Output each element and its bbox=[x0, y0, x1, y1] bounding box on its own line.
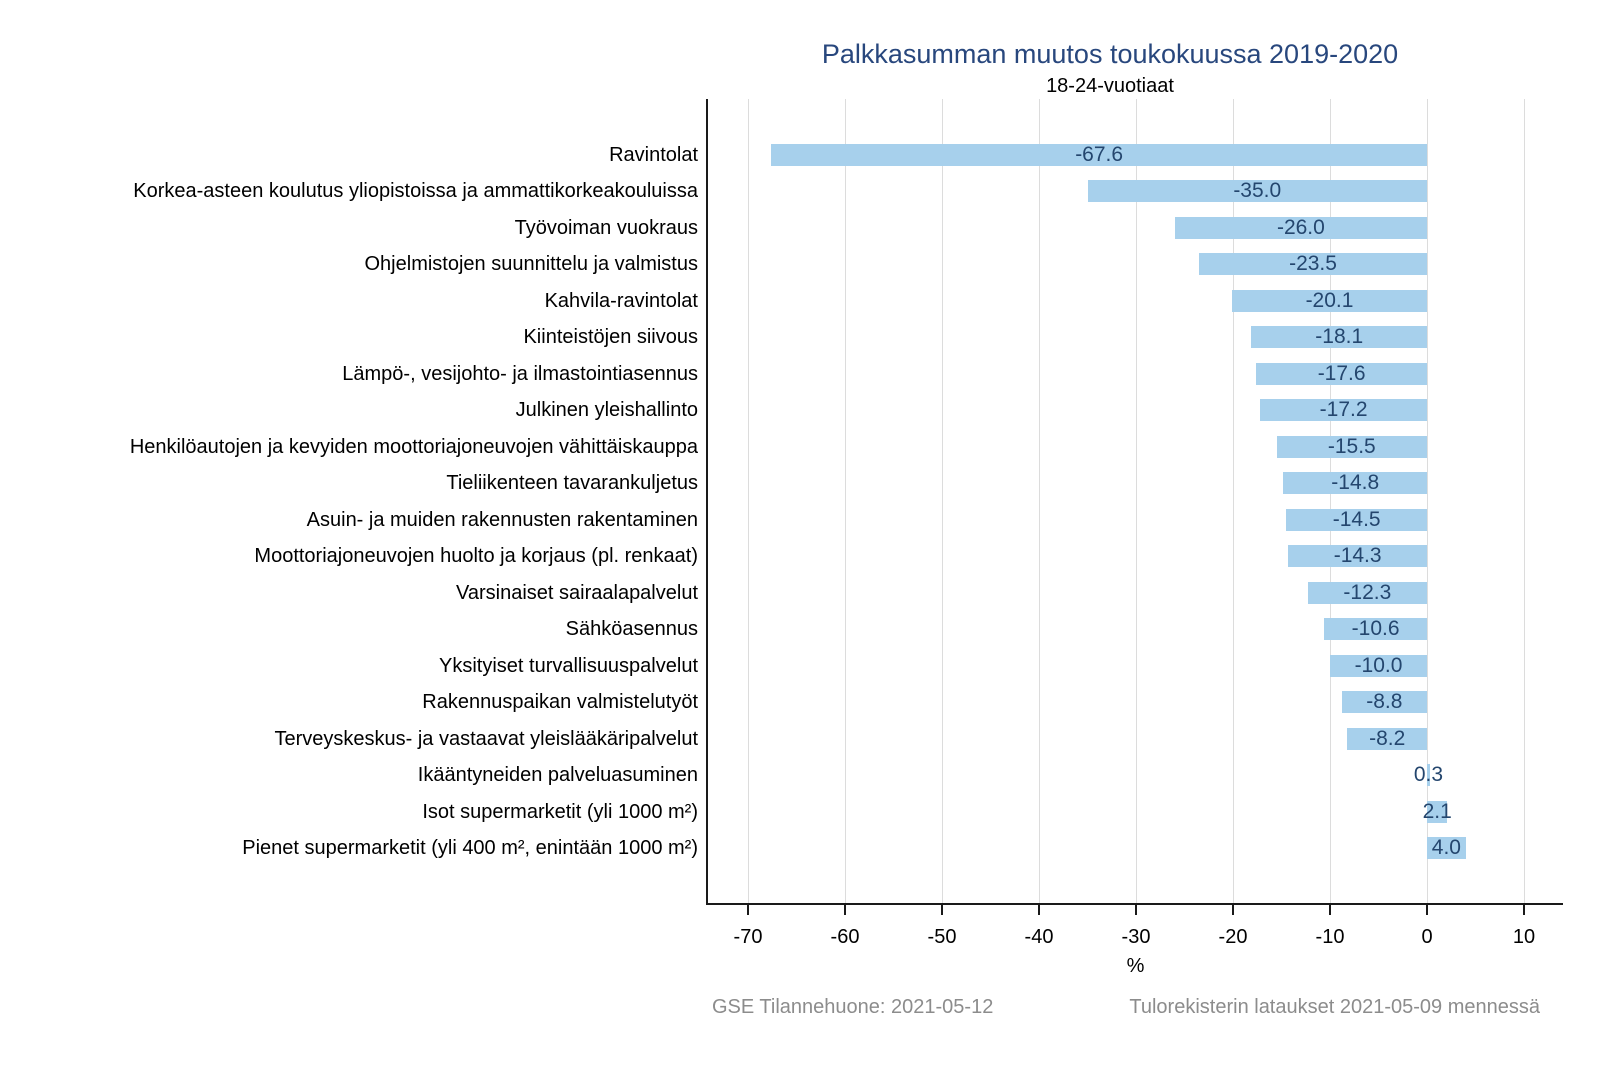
x-tick bbox=[1135, 903, 1137, 915]
plot-area bbox=[708, 99, 1563, 948]
bar-value-label: -10.6 bbox=[1351, 617, 1400, 640]
x-tick-label: -30 bbox=[1121, 926, 1151, 948]
category-label: Julkinen yleishallinto bbox=[515, 399, 698, 421]
category-label: Varsinaiset sairaalapalvelut bbox=[456, 581, 698, 604]
x-tick-label: -50 bbox=[927, 926, 957, 948]
category-label: Sähköasennus bbox=[565, 618, 698, 640]
bar-value-label: -14.8 bbox=[1331, 471, 1380, 494]
category-label: Kahvila-ravintolat bbox=[544, 289, 698, 312]
footnote-data-date: Tulorekisterin lataukset 2021-05-09 mennessä bbox=[1129, 996, 1540, 1018]
category-label: Ohjelmistojen suunnittelu ja valmistus bbox=[364, 253, 698, 275]
category-label: Isot supermarketit (yli 1000 m²) bbox=[422, 800, 698, 823]
bar-value-label: -17.6 bbox=[1317, 361, 1366, 385]
bar-value-label: -15.5 bbox=[1327, 434, 1376, 458]
category-label: Kiinteistöjen siivous bbox=[523, 326, 698, 348]
bar-value-label: -35.0 bbox=[1233, 179, 1282, 202]
category-label: Korkea-asteen koulutus yliopistoissa ja ammattikorkeakouluissa bbox=[133, 180, 698, 202]
x-tick-label: -10 bbox=[1315, 926, 1345, 948]
x-tick bbox=[1232, 903, 1234, 915]
gridline bbox=[1039, 99, 1040, 903]
x-tick bbox=[1038, 903, 1040, 915]
bar-value-label: 4.0 bbox=[1431, 836, 1461, 859]
category-label: Terveyskeskus- ja vastaavat yleislääkäripalvelut bbox=[274, 727, 698, 750]
gridline bbox=[1524, 99, 1525, 903]
bar-value-label: -18.1 bbox=[1315, 325, 1364, 348]
x-tick bbox=[1329, 903, 1331, 915]
x-tick-label: -20 bbox=[1218, 926, 1248, 948]
chart-subtitle: 18-24-vuotiaat bbox=[1046, 75, 1174, 97]
category-label: Tieliikenteen tavarankuljetus bbox=[446, 472, 698, 494]
y-axis-category-labels bbox=[0, 99, 698, 903]
x-tick bbox=[941, 903, 943, 915]
chart-title: Palkkasumman muutos toukokuussa 2019-2020 bbox=[821, 39, 1399, 69]
category-label: Ikääntyneiden palveluasuminen bbox=[417, 764, 698, 786]
bar-value-label: -8.8 bbox=[1366, 690, 1403, 713]
category-label: Asuin- ja muiden rakennusten rakentaminen bbox=[306, 508, 698, 531]
gridline bbox=[942, 99, 943, 903]
x-tick bbox=[844, 903, 846, 915]
bar-value-label: -14.5 bbox=[1332, 507, 1381, 531]
x-tick bbox=[1523, 903, 1525, 915]
bar-value-label: -20.1 bbox=[1305, 288, 1354, 312]
category-label: Rakennuspaikan valmistelutyöt bbox=[422, 691, 698, 713]
category-label: Henkilöautojen ja kevyiden moottoriajoneuvojen vähittäiskauppa bbox=[129, 435, 698, 458]
x-tick-label: 0 bbox=[1421, 926, 1433, 948]
bar-value-label: -8.2 bbox=[1369, 726, 1406, 750]
x-tick-label: -70 bbox=[733, 926, 763, 948]
footnote-source: GSE Tilannehuone: 2021-05-12 bbox=[712, 996, 994, 1018]
category-label: Ravintolat bbox=[609, 143, 698, 166]
gridline bbox=[845, 99, 846, 903]
category-label: Pienet supermarketit (yli 400 m², enintään 1000 m²) bbox=[242, 837, 698, 859]
x-tick bbox=[1426, 903, 1428, 915]
x-tick-label: 10 bbox=[1512, 926, 1536, 948]
y-axis-line bbox=[706, 99, 708, 903]
category-label: Yksityiset turvallisuuspalvelut bbox=[439, 654, 698, 677]
x-tick-label: -40 bbox=[1024, 926, 1054, 948]
bar-value-label: -67.6 bbox=[1075, 142, 1124, 166]
bar-value-label: 2.1 bbox=[1422, 799, 1452, 823]
x-tick-label: -60 bbox=[830, 926, 860, 948]
bar-value-label: -12.3 bbox=[1343, 580, 1392, 604]
category-label: Työvoiman vuokraus bbox=[514, 216, 698, 239]
bar-value-label: -23.5 bbox=[1289, 252, 1337, 275]
gridline bbox=[1136, 99, 1137, 903]
bar-value-label: -10.0 bbox=[1354, 653, 1403, 677]
bar-value-label: 0.3 bbox=[1413, 763, 1444, 786]
x-axis-title: % bbox=[1126, 955, 1145, 977]
bar-value-label: -17.2 bbox=[1319, 398, 1368, 421]
x-tick bbox=[747, 903, 749, 915]
footer bbox=[712, 996, 1540, 1019]
bar-value-label: -26.0 bbox=[1276, 215, 1325, 239]
category-label: Lämpö-, vesijohto- ja ilmastointiasennus bbox=[342, 362, 698, 385]
gridline bbox=[748, 99, 749, 903]
bar-value-label: -14.3 bbox=[1333, 544, 1382, 567]
category-label: Moottoriajoneuvojen huolto ja korjaus (pl. renkaat) bbox=[254, 545, 698, 567]
